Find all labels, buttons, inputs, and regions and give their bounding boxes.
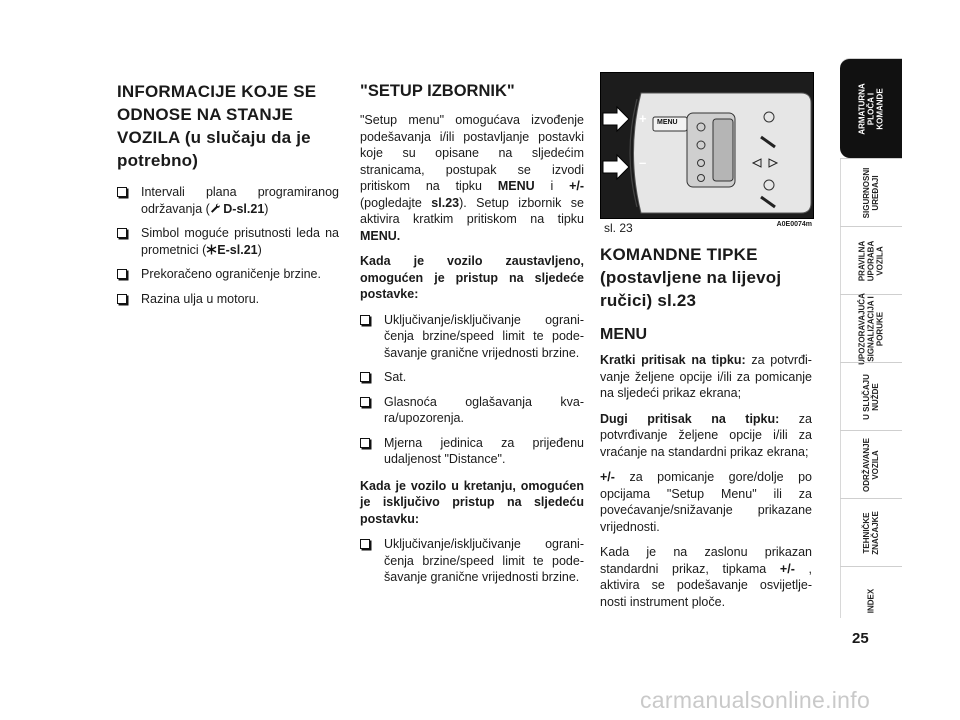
checkbox-bullet-icon [360,315,370,325]
section-heading-vehicle-status: INFORMACIJE KOJE SE ODNOSE NA STANJE VOZILA (u slučaju da je potrebno) [117,82,317,170]
list-item: Sat. [360,369,584,386]
tab-technical-specs[interactable]: TEHNIČKE ZNAČAJKE [840,498,902,566]
parked-settings-title: Kada je vozilo zaustavljeno, omogućen je pristup na sljedeće postavke: [360,254,584,301]
tab-index[interactable]: INDEX [840,566,902,634]
subheading-menu: MENU [600,326,648,343]
checkbox-bullet-icon [360,372,370,382]
list-item: Mjerna jedinica za prijeđenu udaljenost "Distance". [360,435,584,468]
figure-caption-row [600,221,812,239]
figure-code: A0E0074m [776,221,812,228]
vehicle-status-list [117,184,339,307]
checkbox-bullet-icon [360,438,370,448]
tab-dashboard-controls[interactable]: ARMATURNA PLOČA I KOMANDE [840,58,902,158]
checkbox-bullet-icon [117,269,127,279]
parked-settings-list [360,312,584,468]
section-heading-setup-menu: "SETUP IZBORNIK" [360,82,515,100]
checkbox-bullet-icon [360,397,370,407]
tab-correct-use[interactable]: PRAVILNA UPORABA VOZILA [840,226,902,294]
section-heading-control-buttons: KOMANDNE TIPKE (postavljene na lijevoj ručici) sl.23 [600,245,782,310]
list-item: Uključivanje/isključivanje ograni- čenja brzine/speed limit te pode- šavanje granične vrijednosti brzine. [360,536,584,586]
checkbox-bullet-icon [117,187,127,197]
figure-caption: sl. 23 [604,221,633,235]
setup-intro-paragraph: "Setup menu" omogućava izvođenje podešavanja i/ili postavljanje postavki koje su opisane na sljedećim stranicama, postupak se izvodi pritiskom na tipku MENU i +/- (pogledajte sl.23). Setup izbornik se aktivira kratkim pritiskom na tipku MENU. [360,113,584,243]
list-item: Prekoračeno ograničenje brzine. [117,266,339,283]
moving-settings-list [360,536,584,586]
page-number: 25 [852,630,869,647]
checkbox-bullet-icon [117,294,127,304]
tab-warning-lights[interactable]: UPOZORAVAJUĆA SIGNALIZACIJA I PORUKE [840,294,902,362]
list-item: Uključivanje/isključivanje ograni- čenja brzine/speed limit te pode- šavanje granične vrijednosti brzine. [360,312,584,362]
menu-button-label: MENU [657,119,678,126]
minus-button-label: – [639,155,647,170]
column-control-buttons [600,80,812,619]
column-setup-menu [360,80,584,596]
list-item: Razina ulja u motoru. [117,291,339,308]
short-press-paragraph: Kratki pritisak na tipku: za potvrđi- vanje željene opcije i/ili za pomicanje na sljedeći prikaz ekrana; [600,353,812,400]
stalk-buttons-figure [600,72,814,219]
tab-maintenance[interactable]: ODRŽAVANJE VOZILA [840,430,902,498]
list-item: Simbol moguće prisutnosti leda na prometnici ( E-sl.21) [117,225,339,258]
wrench-icon [210,203,220,214]
checkbox-bullet-icon [117,228,127,238]
tab-emergency[interactable]: U SLUČAJU NUŽDE [840,362,902,430]
checkbox-bullet-icon [360,539,370,549]
tab-safety-devices[interactable]: SIGURNOSNI UREĐAJI [840,158,902,226]
brightness-paragraph: Kada je na zaslonu prikazan standardni prikaz, tipkama +/- , aktivira se podešavanje osvijetlje- nosti instrument ploče. [600,545,812,609]
watermark: carmanualsonline.info [640,687,871,713]
plus-minus-paragraph: +/- za pomicanje gore/dolje po opcijama "Setup Menu" ili za povećavanje/snižavanje prikazane vrijednosti. [600,470,812,534]
plus-button-label: + [639,111,647,126]
stalk-illustration [601,73,813,218]
chapter-tabs [840,58,902,634]
snowflake-icon [206,244,217,255]
long-press-paragraph: Dugi pritisak na tipku: za potvrđivanje željene opcije i/ili za vraćanje na standardni prikaz ekrana; [600,411,812,459]
moving-settings-title: Kada je vozilo u kretanju, omogućen je isključivo pristup na sljedeću postavku: [360,478,584,526]
column-vehicle-status [117,80,339,317]
list-item: Intervali plana programiranog održavanja ( D-sl.21) [117,184,339,217]
list-item: Glasnoća oglašavanja kva- ra/upozorenja. [360,394,584,427]
